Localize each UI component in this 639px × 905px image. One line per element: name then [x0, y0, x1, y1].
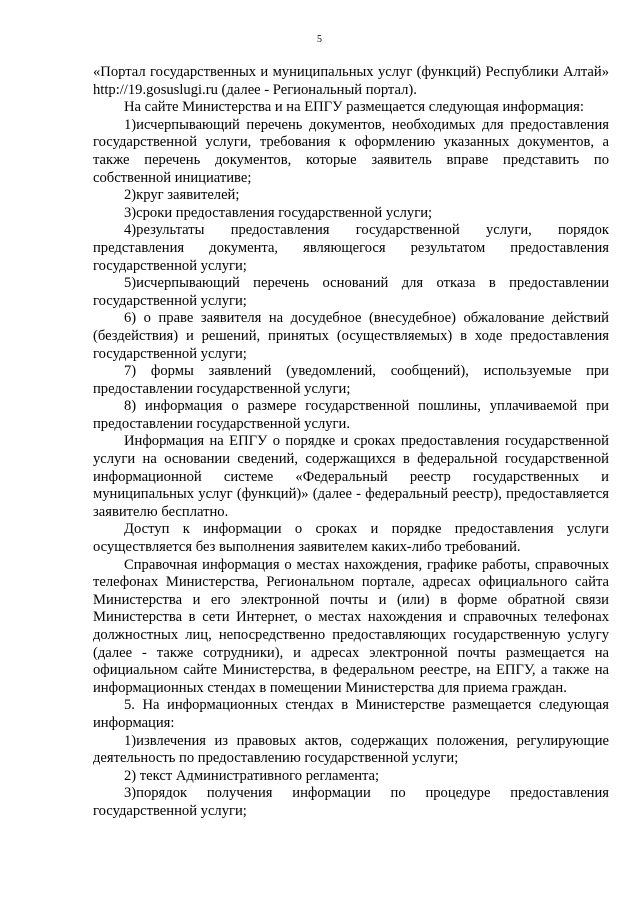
list-item-state-fee: 8) информация о размере государственной пошлины, уплачиваемой при предоставлении государственной услуги. — [93, 398, 609, 432]
list-item-refusal-grounds: 5)исчерпывающий перечень оснований для отказа в предоставлении государственной услуги; — [93, 275, 609, 309]
list-item-regulation-text: 2) текст Административного регламента; — [124, 767, 380, 784]
paragraph-section-5: 5. На информационных стендах в Министерстве размещается следующая информация: — [93, 697, 609, 731]
paragraph-access: Доступ к информации о сроках и порядке предоставления услуги осуществляется без выполнения заявителем каких-либо требований. — [93, 521, 609, 556]
list-item-appeal-right: 6) о праве заявителя на досудебное (внесудебное) обжалование действий (бездействия) и решений, принятых (осуществляемых) в ходе предоставления государственной услуги; — [93, 310, 609, 362]
paragraph-epgu-info: Информация на ЕПГУ о порядке и сроках предоставления государственной услуги на основании сведений, содержащихся в федеральной государственной информационной системе «Федеральный реестр государственных и муниципальных услуг (функций)» (далее - федеральный реестр), предоставляется заявителю бесплатно. — [93, 433, 609, 520]
list-item-results: 4)результаты предоставления государственной услуги, порядок представления документа, являющегося результатом предоставления государственной услуги; — [93, 222, 609, 274]
list-item-legal-acts: 1)извлечения из правовых актов, содержащих положения, регулирующие деятельность по предоставлению государственной услуги; — [93, 732, 609, 767]
list-item-forms: 7) формы заявлений (уведомлений, сообщений), используемые при предоставлении государственной услуги; — [93, 363, 609, 397]
list-item-documents: 1)исчерпывающий перечень документов, необходимых для предоставления государственной услуги, требования к оформлению указанных документов, а также перечень документов, которые заявитель вправе представить по собственной инициативе; — [93, 116, 609, 186]
page-number: 5 — [317, 34, 322, 45]
paragraph-reference-info: Справочная информация о местах нахождения, графике работы, справочных телефонах Министерства, Региональном портале, адресах официального сайта Министерства и его электронной почты и (или) в форме обратной связи Министерства в сети Интернет, о местах нахождения и справочных телефонах должностных лиц, непосредственно предоставляющих государственную услугу (далее - также сотрудники), и адресах электронной почты размещается на официальном сайте Министерства, в федеральном реестре, на ЕПГУ, а также на информационных стендах в помещении Министерства для приема граждан. — [93, 556, 609, 696]
document-body — [93, 64, 609, 821]
paragraph-info-intro: На сайте Министерства и на ЕПГУ размещается следующая информация: — [124, 99, 584, 116]
list-item-applicants: 2)круг заявителей; — [124, 187, 240, 204]
paragraph-portal-reference: «Портал государственных и муниципальных услуг (функций) Республики Алтай» http://19.gosuslugi.ru (далее - Региональный портал). — [93, 64, 609, 98]
list-item-info-procedure: 3)порядок получения информации по процедуре предоставления государственной услуги; — [93, 785, 609, 819]
list-item-terms: 3)сроки предоставления государственной услуги; — [124, 204, 433, 221]
